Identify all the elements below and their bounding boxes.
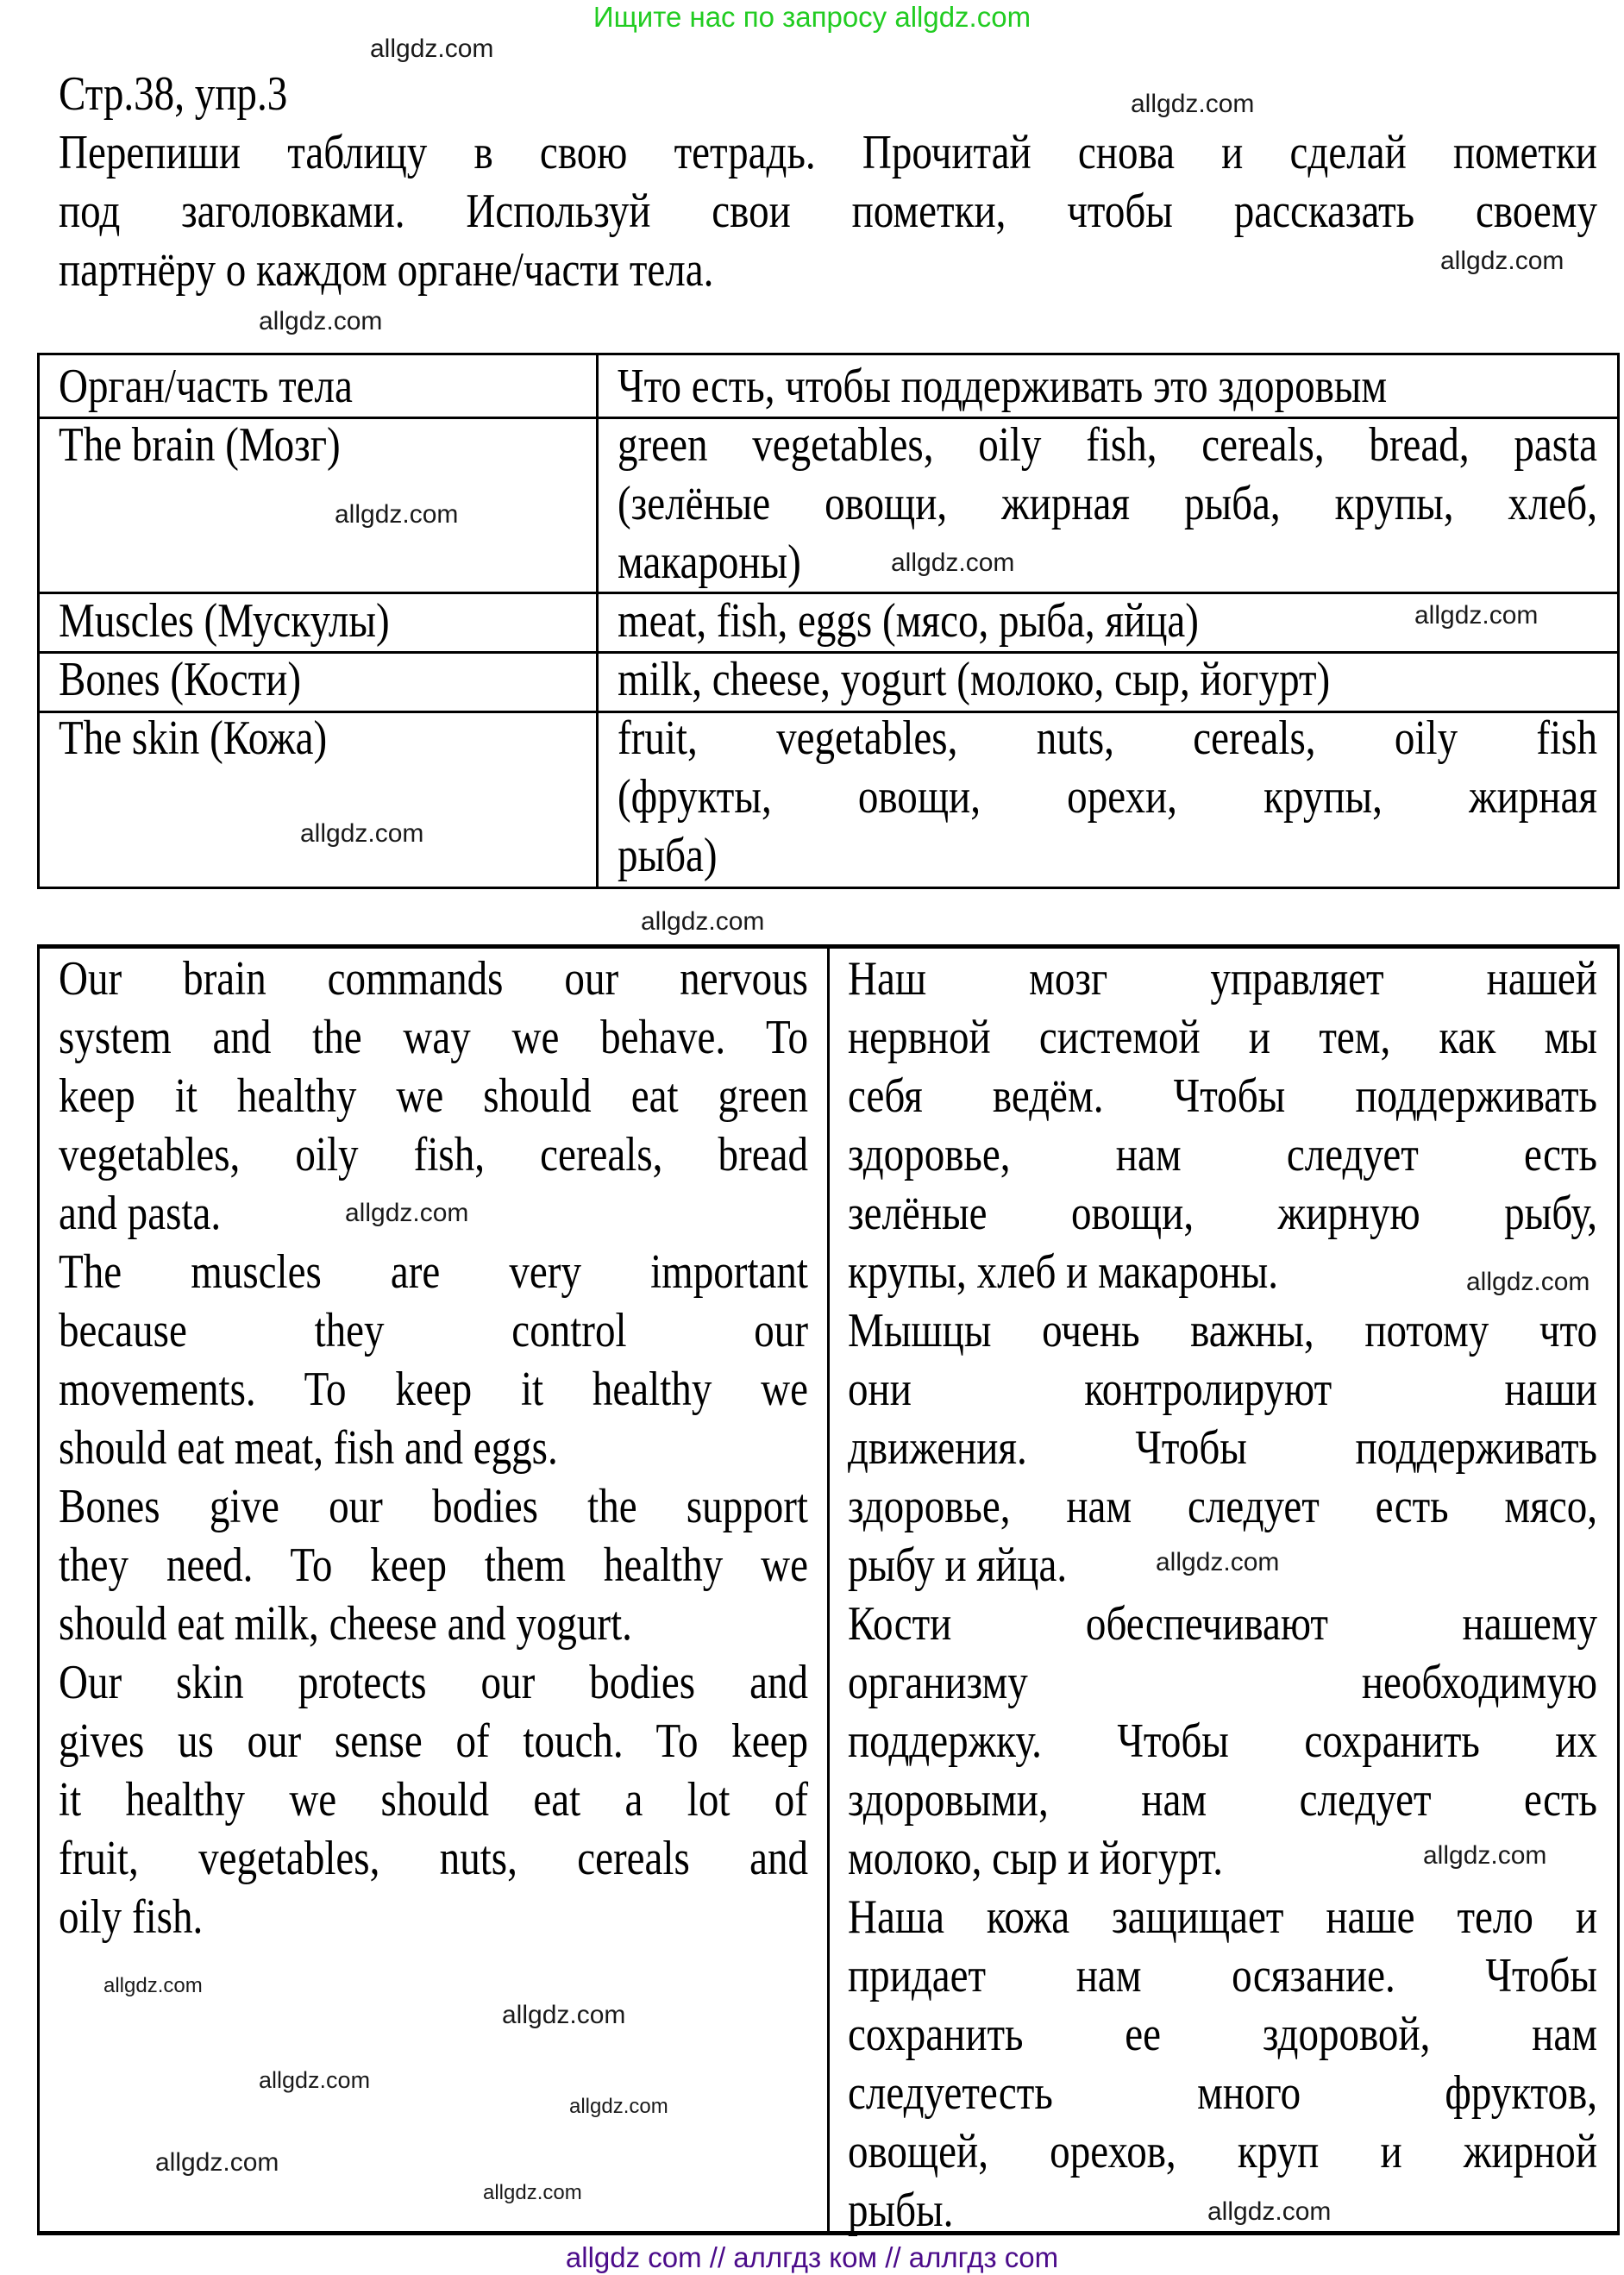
- text-line: зелёные овощи, жирную рыбу,: [848, 1187, 1597, 1240]
- header-organ: [59, 357, 576, 416]
- table-border: [37, 353, 40, 889]
- watermark: allgdz.com: [1131, 90, 1255, 118]
- table-border: [1617, 944, 1620, 2235]
- text-line: gives us our sense of touch. To keep: [59, 1714, 808, 1768]
- text-line: keep it healthy we should eat green: [59, 1069, 808, 1123]
- text-line: они контролируют наши: [848, 1363, 1597, 1416]
- answer-english: [59, 949, 808, 1946]
- text-line: Что есть, чтобы поддерживать это здоровым: [618, 360, 1388, 413]
- text-line: they need. To keep them healthy we: [59, 1539, 808, 1592]
- answer-russian: [848, 949, 1597, 2240]
- text-line: под заголовками. Используй свои пометки, чтобы рассказать своему: [59, 185, 1597, 238]
- text-line: Bones give our bodies the support: [59, 1480, 808, 1533]
- text-line: поддержку. Чтобы сохранить их: [848, 1714, 1597, 1768]
- text-line: milk, cheese, yogurt (молоко, сыр, йогурт): [618, 653, 1331, 706]
- table-border: [38, 887, 1619, 889]
- text-line: oily fish.: [59, 1890, 204, 1944]
- text-line: The muscles are very important: [59, 1245, 808, 1299]
- bottom-banner[interactable]: allgdz com // аллгдз ком // аллгдз com: [565, 2241, 1059, 2273]
- text-line: (фрукты, овощи, орехи, крупы, жирная: [618, 770, 1597, 824]
- text-line: meat, fish, eggs (мясо, рыба, яйца): [618, 594, 1199, 648]
- text-line: нервной системой и тем, как мы: [848, 1011, 1597, 1064]
- watermark: allgdz.com: [259, 307, 383, 335]
- table-border: [38, 353, 1619, 355]
- text-line: Мышцы очень важны, потому что: [848, 1304, 1597, 1357]
- text-line: здоровыми, нам следует есть: [848, 1773, 1597, 1827]
- row-brain-organ: [59, 416, 576, 474]
- text-line: Our brain commands our nervous: [59, 952, 808, 1006]
- text-line: should eat milk, cheese and yogurt.: [59, 1597, 632, 1651]
- text-line: следуетесть много фруктов,: [848, 2066, 1597, 2120]
- text-line: green vegetables, oily fish, cereals, bread, pasta: [618, 418, 1597, 472]
- text-line: fruit, vegetables, nuts, cereals and: [59, 1832, 808, 1885]
- text-line: Наша кожа защищает наше тело и: [848, 1890, 1597, 1944]
- text-line: рыбу и яйца.: [848, 1539, 1068, 1592]
- table-border: [37, 944, 40, 2235]
- table-border: [827, 944, 830, 2235]
- watermark: allgdz.com: [300, 819, 424, 848]
- top-banner[interactable]: Ищите нас по запросу allgdz.com: [593, 1, 1031, 33]
- text-line: it healthy we should eat a lot of: [59, 1773, 808, 1827]
- text-line: придает нам осязание. Чтобы: [848, 1949, 1597, 2002]
- exercise-instruction: [59, 123, 1597, 299]
- text-line: Наш мозг управляет нашей: [848, 952, 1597, 1006]
- text-line: (зелёные овощи, жирная рыба, крупы, хлеб,: [618, 477, 1597, 530]
- text-line: рыбы.: [848, 2184, 954, 2237]
- exercise-title: [59, 65, 662, 123]
- watermark: allgdz.com: [891, 548, 1015, 577]
- watermark: allgdz.com: [155, 2148, 279, 2177]
- text-line: vegetables, oily fish, cereals, bread: [59, 1128, 808, 1181]
- text-line: fruit, vegetables, nuts, cereals, oily fish: [618, 711, 1597, 765]
- text-line: себя ведём. Чтобы поддерживать: [848, 1069, 1597, 1123]
- text-line: движения. Чтобы поддерживать: [848, 1421, 1597, 1475]
- text-line: овощей, орехов, круп и жирной: [848, 2125, 1597, 2178]
- watermark: allgdz.com: [483, 2181, 582, 2204]
- watermark: allgdz.com: [1423, 1841, 1547, 1870]
- text-line: Кости обеспечивают нашему: [848, 1597, 1597, 1651]
- text-line: Our skin protects our bodies and: [59, 1656, 808, 1709]
- watermark: allgdz.com: [1207, 2197, 1332, 2226]
- row-skin-organ: [59, 709, 576, 768]
- watermark: allgdz.com: [1156, 1548, 1280, 1576]
- text-line: Стр.38, упр.3: [59, 67, 288, 121]
- watermark: allgdz.com: [345, 1199, 469, 1227]
- header-food: [618, 357, 1597, 416]
- watermark: allgdz.com: [1440, 247, 1564, 275]
- text-line: The brain (Мозг): [59, 418, 341, 472]
- watermark: allgdz.com: [259, 2067, 371, 2093]
- row-brain-food: [618, 416, 1597, 592]
- text-line: организму необходимую: [848, 1656, 1597, 1709]
- text-line: здоровье, нам следует есть: [848, 1128, 1597, 1181]
- row-muscles-organ: [59, 592, 576, 650]
- text-line: should eat meat, fish and eggs.: [59, 1421, 558, 1475]
- text-line: system and the way we behave. To: [59, 1011, 808, 1064]
- text-line: Перепиши таблицу в свою тетрадь. Прочитай снова и сделай пометки: [59, 126, 1597, 179]
- row-bones-organ: [59, 650, 576, 709]
- table-border: [596, 353, 599, 889]
- watermark: allgdz.com: [1466, 1268, 1590, 1296]
- table-border: [1617, 353, 1620, 889]
- text-line: because they control our: [59, 1304, 808, 1357]
- text-line: movements. To keep it healthy we: [59, 1363, 808, 1416]
- watermark: allgdz.com: [103, 1974, 203, 1997]
- text-line: рыба): [618, 829, 718, 882]
- row-skin-food: [618, 709, 1597, 885]
- text-line: крупы, хлеб и макароны.: [848, 1245, 1278, 1299]
- text-line: Muscles (Мускулы): [59, 594, 390, 648]
- text-line: партнёру о каждом органе/части тела.: [59, 243, 714, 297]
- text-line: and pasta.: [59, 1187, 222, 1240]
- watermark: allgdz.com: [370, 34, 494, 63]
- text-line: The skin (Кожа): [59, 711, 328, 765]
- text-line: Орган/часть тела: [59, 360, 353, 413]
- text-line: макароны): [618, 536, 801, 589]
- text-line: Bones (Кости): [59, 653, 302, 706]
- watermark: allgdz.com: [502, 2001, 626, 2029]
- watermark: allgdz.com: [335, 500, 459, 529]
- watermark: allgdz.com: [641, 907, 765, 936]
- text-line: молоко, сыр и йогурт.: [848, 1832, 1224, 1885]
- watermark: allgdz.com: [1414, 601, 1539, 630]
- row-bones-food: [618, 650, 1597, 709]
- text-line: здоровье, нам следует есть мясо,: [848, 1480, 1597, 1533]
- text-line: сохранить ее здоровой, нам: [848, 2008, 1597, 2061]
- watermark: allgdz.com: [569, 2095, 668, 2118]
